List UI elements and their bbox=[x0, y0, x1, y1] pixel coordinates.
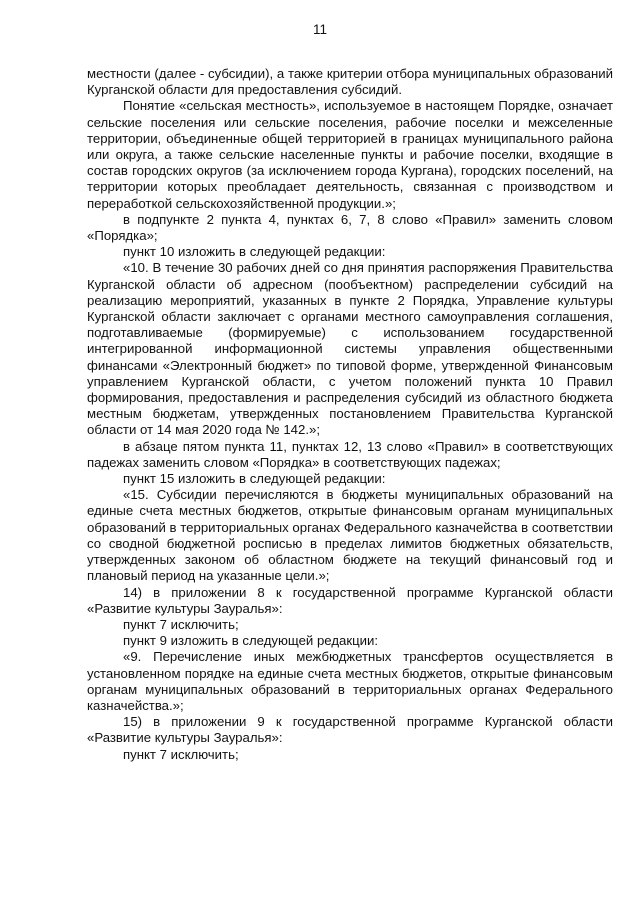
paragraph: «15. Субсидии перечисляются в бюджеты муниципальных образований на единые счета местных бюджетов, открытые финансовым органам муниципальных образований в территориальных органах Федерального казначейства в соответствии со сводной бюджетной росписью в пределах лимитов бюджетных обязательств, утвержденных законом об областном бюджете на текущий финансовый год и плановый период на указанные цели.»; bbox=[87, 487, 613, 584]
paragraph: пункт 7 исключить; bbox=[123, 746, 239, 762]
paragraph: местности (далее - субсидии), а также критерии отбора муниципальных образований Курганской области для предоставления субсидий. bbox=[87, 66, 613, 98]
paragraph: 14) в приложении 8 к государственной программе Курганской области «Развитие культуры Зауралья»: bbox=[87, 584, 613, 616]
paragraph: пункт 15 изложить в следующей редакции: bbox=[123, 471, 386, 487]
paragraph: пункт 9 изложить в следующей редакции: bbox=[123, 633, 379, 649]
paragraph: «9. Перечисление иных межбюджетных трансфертов осуществляется в установленном порядке на единые счета местных бюджетов, открытые финансовым органам муниципальных образований в территориальных органах Федерального казначейства.»; bbox=[87, 649, 613, 713]
paragraph: в подпункте 2 пункта 4, пунктах 6, 7, 8 слово «Правил» заменить словом «Порядка»; bbox=[87, 211, 613, 244]
paragraph: «10. В течение 30 рабочих дней со дня принятия распоряжения Правительства Курганской области об адресном (пообъектном) распределении субсидий на реализацию мероприятий, указанных в пункте 2 Порядка, Управление культуры Курганской области заключает с органами местного самоуправления соглашения, подготавливаемые (формируемые) с использованием государственной интегрированной информационной системы управления общественными финансами «Электронный бюджет» по типовой форме, утвержденной Финансовым управлением Курганской области, с учетом положений пункта 10 Правил формирования, предоставления и распределения субсидий из областного бюджета местным бюджетам, утвержденных постановлением Правительства Курганской области от 14 мая 2020 года № 142.»; bbox=[87, 260, 613, 438]
paragraph: пункт 10 изложить в следующей редакции: bbox=[123, 244, 386, 260]
paragraph: 15) в приложении 9 к государственной программе Курганской области «Развитие культуры Зауралья»: bbox=[87, 714, 613, 746]
document-body bbox=[87, 66, 613, 763]
paragraph: Понятие «сельская местность», используемое в настоящем Порядке, означает сельские поселения или сельские поселения, рабочие поселки и межселенные территории, объединенные общей территорией в границах муниципального района или округа, а также сельские населенные пункты и рабочие поселки, входящие в состав городских округов (за исключением города Кургана), городских поселений, на территории которых преобладает деятельность, связанная с производством и переработкой сельскохозяйственной продукции.»; bbox=[87, 98, 613, 211]
paragraph: в абзаце пятом пункта 11, пунктах 12, 13 слово «Правил» в соответствующих падежах заменить словом «Порядка» в соответствующих падежах; bbox=[87, 438, 613, 470]
page-number: 11 bbox=[312, 22, 327, 37]
paragraph: пункт 7 исключить; bbox=[123, 616, 239, 632]
